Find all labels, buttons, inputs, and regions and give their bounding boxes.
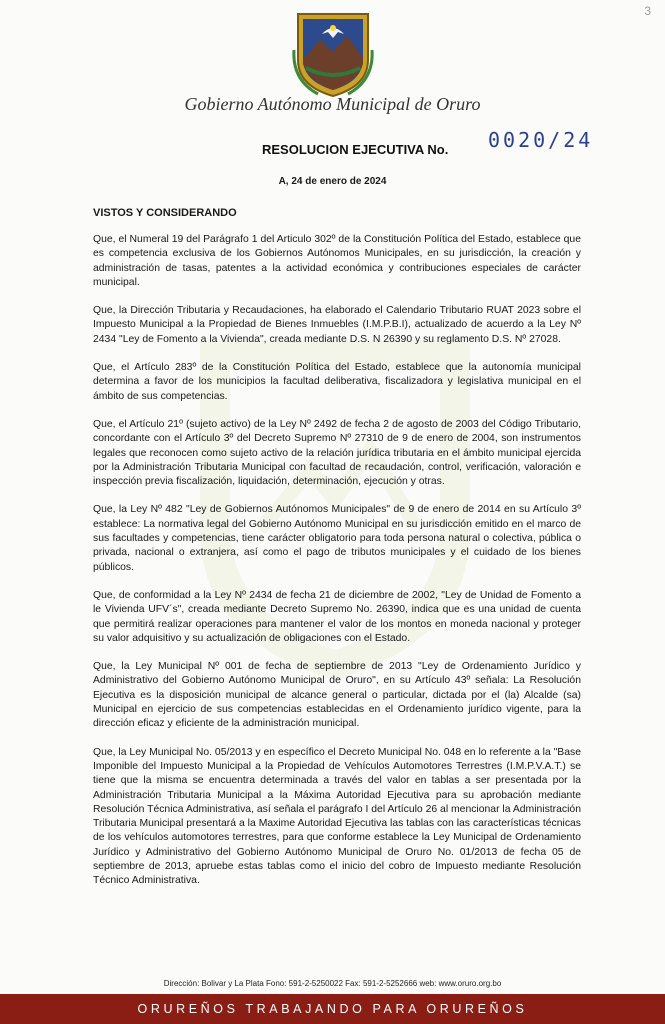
page-number: 3 bbox=[644, 4, 651, 18]
date-line: A, 24 de enero de 2024 bbox=[278, 176, 387, 187]
paragraph: Que, la Ley Municipal No. 05/2013 y en específico el Decreto Municipal No. 048 en lo referente a la "Base Imponible del Impuesto Municipal a la Propiedad de Vehículos Automotores Terrestres (I.M.P.V.A.T.) se tiene que la misma se encuentra determinada a través del valor en tablas a ser presentada por la Administración Tributaria Municipal a la Máxima Autoridad Ejecutiva para su aprobación mediante Resolución Técnica Administrativa, así señala el parágrafo I del Artículo 26 al mencionar la Administración Tributaria Municipal presentará a la Maxime Autoridad Ejecutiva las tablas con las características técnicas de los vehículos automotores terrestres, para que conforme establece la Ley Municipal de Ordenamiento Jurídico y Administrativo del Gobierno Autónomo Municipal de Oruro No. 01/2013 de fecha 05 de septiembre de 2013, apruebe estas tablas como el inicio del cobro de Impuesto mediante Resolución Técnico Administrativa. bbox=[93, 746, 581, 887]
document-body bbox=[93, 233, 581, 903]
paragraph: Que, la Dirección Tributaria y Recaudaciones, ha elaborado el Calendario Tributario RUAT 2023 sobre el Impuesto Municipal a la Propiedad de Bienes Inmuebles (I.M.P.B.I), actualizado de acuerdo a la Ley Nº 2434 "Ley de Fomento a la Vivienda", creada mediante D.S. N 26390 y su reglamento D.S. Nº 27028. bbox=[93, 305, 581, 345]
municipal-crest-icon bbox=[292, 10, 374, 98]
resolution-title: RESOLUCION EJECUTIVA No. bbox=[262, 142, 449, 157]
resolution-number-stamp: 0020/24 bbox=[488, 128, 594, 152]
government-name: Gobierno Autónomo Municipal de Oruro bbox=[184, 94, 481, 114]
paragraph: Que, el Artículo 21º (sujeto activo) de la Ley Nº 2492 de fecha 2 de agosto de 2003 del Código Tributario, concordante con el Artículo 3º del Decreto Supremo Nº 27310 de 9 de enero de 2004, son instrumentos legales que reconocen como sujeto activo de la relación jurídica tributaria en el ámbito municipal ejercida por la Administración Tributaria Municipal con facultad de recaudación, control, verificación, valoración e inspección previa fiscalización, liquidación, determinación, ejecución y otras. bbox=[93, 418, 581, 488]
paragraph: Que, el Artículo 283º de la Constitución Política del Estado, establece que la autonomía municipal determina a favor de los municipios la facultad deliberativa, fiscalizadora y legislativa municipal en el ámbito de sus competencias. bbox=[93, 362, 581, 402]
paragraph: Que, de conformidad a la Ley Nº 2434 de fecha 21 de diciembre de 2002, "Ley de Unidad de Fomento a le Vivienda UFV´s", creada mediante Decreto Supremo No. 26390, indica que es una unidad de cuenta que permitirá realizar operaciones para mantener el valor de los montos en moneda nacional y proteger su valor adquisitivo y su actualización de obligaciones con el Estado. bbox=[93, 589, 581, 644]
paragraph: Que, la Ley Nº 482 "Ley de Gobiernos Autónomos Municipales" de 9 de enero de 2014 en su Artículo 3º establece: La normativa legal del Gobierno Autónomo Municipal en su jurisdicción emitido en el marco de sus facultades y competencias, tiene carácter obligatorio para toda persona natural o colectiva, pública o privada, nacional o extranjera, así como el pago de tributos municipales y el cuidado de los bienes públicos. bbox=[93, 504, 581, 573]
footer-contact: Dirección: Bolivar y La Plata Fono: 591-2-5250022 Fax: 591-2-5252666 web: www.oruro.org.bo bbox=[163, 979, 502, 988]
paragraph: Que, la Ley Municipal Nº 001 de fecha de septiembre de 2013 "Ley de Ordenamiento Jurídico y Administrativo del Gobierno Autónomo Municipal de Oruro", en su Artículo 43º señala: La Resolución Ejecutiva es la disposición municipal de alcance general o particular, dictada por el (la) Alcalde (sa) Municipal en ejercicio de sus competencias establecidas en el Ordenamiento jurídico vigente, para la dirección eficaz y eficiente de la administración municipal. bbox=[93, 661, 581, 730]
section-heading: VISTOS Y CONSIDERANDO bbox=[93, 207, 237, 219]
paragraph: Que, el Numeral 19 del Parágrafo 1 del Articulo 302º de la Constitución Política del Estado, establece que es competencia exclusiva de los Gobiernos Autónomos Municipales, en su jurisdicción, la creación y administración de tasas, patentes a la actividad económica y contribuciones especiales de carácter municipal. bbox=[93, 234, 581, 288]
footer-slogan-band: ORUREÑOS TRABAJANDO PARA ORUREÑOS bbox=[0, 994, 665, 1024]
